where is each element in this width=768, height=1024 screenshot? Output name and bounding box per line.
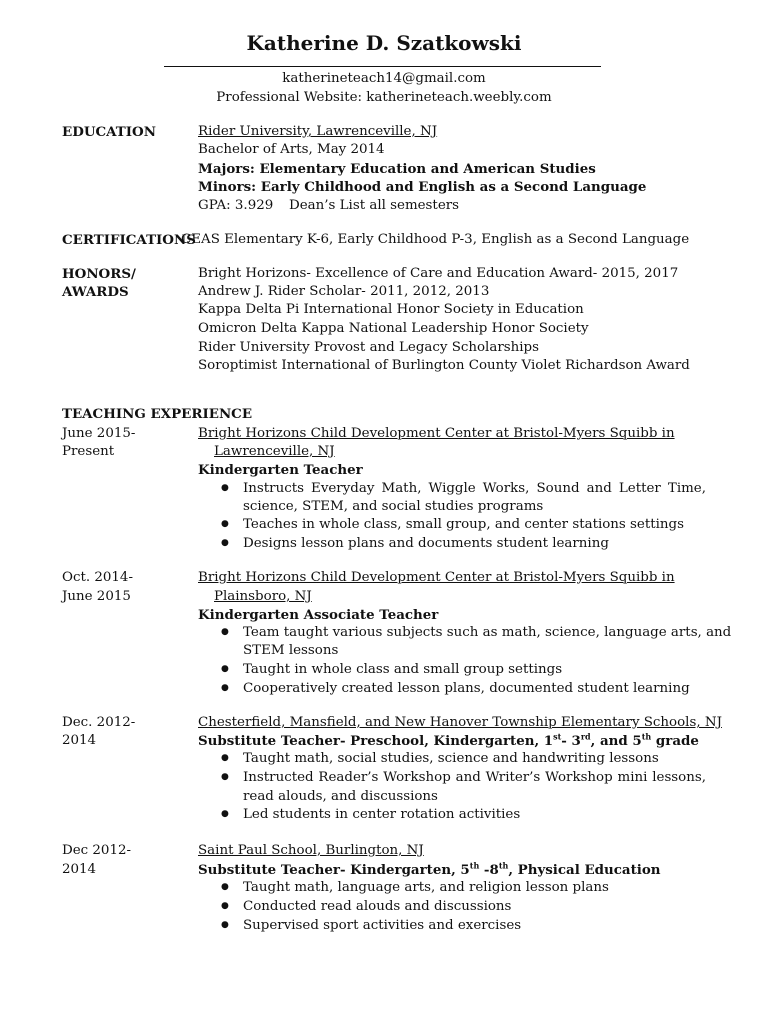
job-duty: Cooperatively created lesson plans, documented student learning — [243, 681, 690, 696]
honor-item: Bright Horizons- Excellence of Care and Education Award- 2015, 2017 — [198, 266, 679, 281]
awards-heading: AWARDS — [62, 284, 129, 300]
job-duty: Conducted read alouds and discussions — [243, 899, 512, 914]
resume-name: Katherine D. Szatkowski — [246, 31, 522, 55]
job-title-text: grade — [651, 733, 699, 749]
bullet-icon: ● — [221, 483, 229, 493]
job-title: Kindergarten Associate Teacher — [198, 607, 439, 623]
job-title — [198, 733, 699, 749]
education-gpa: GPA: 3.929 — [198, 198, 274, 213]
job-duty: Taught math, social studies, science and handwriting lessons — [243, 751, 659, 766]
job-date-end: Present — [62, 444, 115, 459]
honor-item: Rider University Provost and Legacy Scholarships — [198, 340, 539, 355]
job-date-end: 2014 — [62, 862, 97, 877]
job-title-text: Substitute Teacher- Preschool, Kindergarten, 1 — [198, 733, 554, 749]
bullet-icon: ● — [221, 683, 229, 693]
job-title-text: -8 — [479, 862, 499, 878]
job-duty-continued: read alouds, and discussions — [243, 789, 438, 804]
education-minors: Minors: Early Childhood and English as a Second Language — [198, 179, 647, 195]
job-duty: Instructs Everyday Math, Wiggle Works, Sound and Letter Time, — [243, 481, 706, 496]
honor-item: Omicron Delta Kappa National Leadership Honor Society — [198, 321, 589, 336]
job-duty-continued: STEM lessons — [243, 643, 339, 658]
certifications-text: CEAS Elementary K-6, Early Childhood P-3, English as a Second Language — [181, 232, 690, 247]
job-duty: Taught math, language arts, and religion lesson plans — [243, 880, 609, 895]
job-duty: Instructed Reader’s Workshop and Writer’s Workshop mini lessons, — [243, 770, 706, 785]
education-deans-list: Dean’s List all semesters — [289, 198, 460, 213]
job-duty: Supervised sport activities and exercises — [243, 918, 522, 933]
ordinal-suffix: th — [498, 860, 509, 871]
job-duty: Taught in whole class and small group settings — [243, 662, 563, 677]
bullet-icon: ● — [221, 627, 229, 637]
job-employer: Bright Horizons Child Development Center at Bristol-Myers Squibb in — [198, 426, 675, 441]
certifications-heading: CERTIFICATIONS — [62, 232, 196, 248]
job-title-text: - 3 — [561, 733, 581, 749]
job-employer-location: Lawrenceville, NJ — [214, 444, 335, 459]
job-employer: Saint Paul School, Burlington, NJ — [198, 843, 424, 858]
job-duty-continued: science, STEM, and social studies programs — [243, 499, 544, 514]
job-date-start: Dec 2012- — [62, 843, 132, 858]
experience-heading: TEACHING EXPERIENCE — [62, 406, 253, 422]
honor-item: Kappa Delta Pi International Honor Society in Education — [198, 302, 584, 317]
job-employer-location: Plainsboro, NJ — [214, 589, 312, 604]
job-date-end: 2014 — [62, 733, 97, 748]
ordinal-suffix: rd — [580, 731, 591, 742]
bullet-icon: ● — [221, 519, 229, 529]
header-divider — [164, 66, 601, 67]
bullet-icon: ● — [221, 538, 229, 548]
education-school: Rider University, Lawrenceville, NJ — [198, 124, 438, 139]
professional-website: Professional Website: katherineteach.weebly.com — [216, 90, 552, 105]
job-title-text: , Physical Education — [508, 862, 661, 878]
education-heading: EDUCATION — [62, 124, 156, 140]
bullet-icon: ● — [221, 809, 229, 819]
education-degree: Bachelor of Arts, May 2014 — [198, 142, 385, 157]
bullet-icon: ● — [221, 901, 229, 911]
job-date-start: Dec. 2012- — [62, 715, 136, 730]
job-employer: Bright Horizons Child Development Center at Bristol-Myers Squibb in — [198, 570, 675, 585]
bullet-icon: ● — [221, 753, 229, 763]
job-date-start: Oct. 2014- — [62, 570, 133, 585]
honor-item: Soroptimist International of Burlington County Violet Richardson Award — [198, 358, 690, 373]
job-duty: Led students in center rotation activities — [243, 807, 521, 822]
job-title: Kindergarten Teacher — [198, 462, 363, 478]
job-employer: Chesterfield, Mansfield, and New Hanover Township Elementary Schools, NJ — [198, 715, 722, 730]
job-duty: Teaches in whole class, small group, and center stations settings — [243, 517, 684, 532]
bullet-icon: ● — [221, 882, 229, 892]
ordinal-suffix: th — [469, 860, 480, 871]
email-address: katherineteach14@gmail.com — [282, 71, 486, 86]
job-date-end: June 2015 — [62, 589, 131, 604]
job-duty: Designs lesson plans and documents student learning — [243, 536, 609, 551]
bullet-icon: ● — [221, 920, 229, 930]
job-title-text: , and 5 — [590, 733, 642, 749]
bullet-icon: ● — [221, 772, 229, 782]
ordinal-suffix: st — [553, 731, 562, 742]
honor-item: Andrew J. Rider Scholar- 2011, 2012, 2013 — [198, 284, 490, 299]
education-majors: Majors: Elementary Education and American Studies — [198, 161, 596, 177]
job-title-text: Substitute Teacher- Kindergarten, 5 — [198, 862, 470, 878]
job-duty: Team taught various subjects such as math, science, language arts, and — [243, 625, 732, 640]
ordinal-suffix: th — [641, 731, 652, 742]
honors-heading: HONORS/ — [62, 266, 136, 282]
job-date-start: June 2015- — [62, 426, 136, 441]
bullet-icon: ● — [221, 664, 229, 674]
job-title — [198, 862, 661, 878]
